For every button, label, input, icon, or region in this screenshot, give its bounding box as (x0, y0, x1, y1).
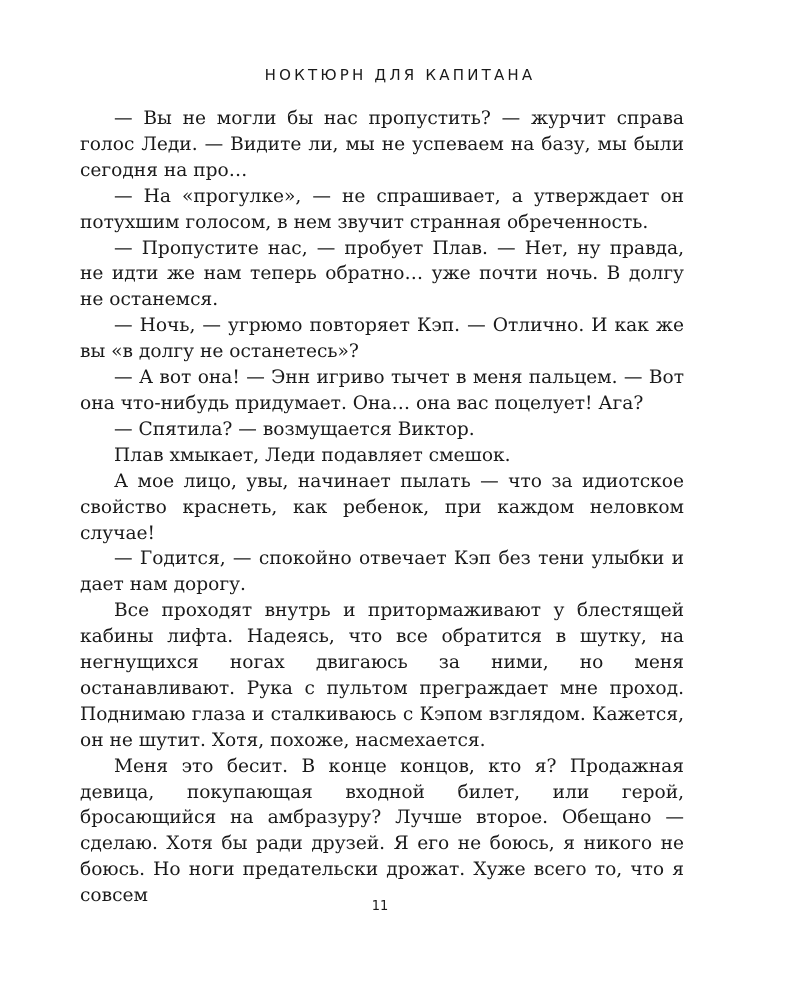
paragraph: — Пропустите нас, — пробует Плав. — Нет, ну правда, не идти же нам теперь обратно… уже почти ночь. В долгу не останемся. (80, 237, 684, 311)
paragraph: Все проходят внутрь и притормаживают у блестящей кабины лифта. Надеясь, что все обратится в шутку, на негнущихся ногах двигаюсь за ними, но меня останавливают. Рука с пультом преграждает мне проход. Поднимаю глаза и сталкиваюсь с Кэпом взглядом. Кажется, он не шутит. Хотя, похоже, насмехается. (80, 600, 684, 751)
paragraph: А мое лицо, увы, начинает пылать — что за идиотское свойство краснеть, как ребенок, при каждом неловком случае! (80, 470, 684, 544)
paragraph: — Спятила? — возмущается Виктор. (114, 418, 475, 440)
paragraph: — Годится, — спокойно отвечает Кэп без тени улыбки и дает нам дорогу. (80, 548, 684, 596)
paragraph: — Вы не могли бы нас пропустить? — журчит справа голос Леди. — Видите ли, мы не успеваем на базу, мы были сегодня на про… (80, 108, 684, 181)
paragraph: Меня это бесит. В конце концов, кто я? Продажная девица, покупающая входной билет, или герой, бросающийся на амбразуру? Лучше второе. Обещано — сделаю. Хотя бы ради друзей. Я его не боюсь, я никого не боюсь. Но ноги предательски дрожат. Хуже всего то, что я совсем (80, 755, 684, 907)
paragraph: Плав хмыкает, Леди подавляет смешок. (114, 444, 511, 466)
paragraph: — А вот она! — Энн игриво тычет в меня пальцем. — Вот она что-нибудь придумает. Она… она вас поцелует! Ага? (80, 367, 684, 414)
page-number: 11 (371, 899, 389, 914)
running-head: НОКТЮРН ДЛЯ КАПИТАНА (264, 66, 536, 84)
body-text (80, 106, 684, 909)
paragraph: — Ночь, — угрюмо повторяет Кэп. — Отлично. И как же вы «в долгу не останетесь»? (80, 315, 684, 363)
paragraph: — На «прогулке», — не спрашивает, а утверждает он потухшим голосом, в нем звучит странная обреченность. (80, 185, 684, 233)
